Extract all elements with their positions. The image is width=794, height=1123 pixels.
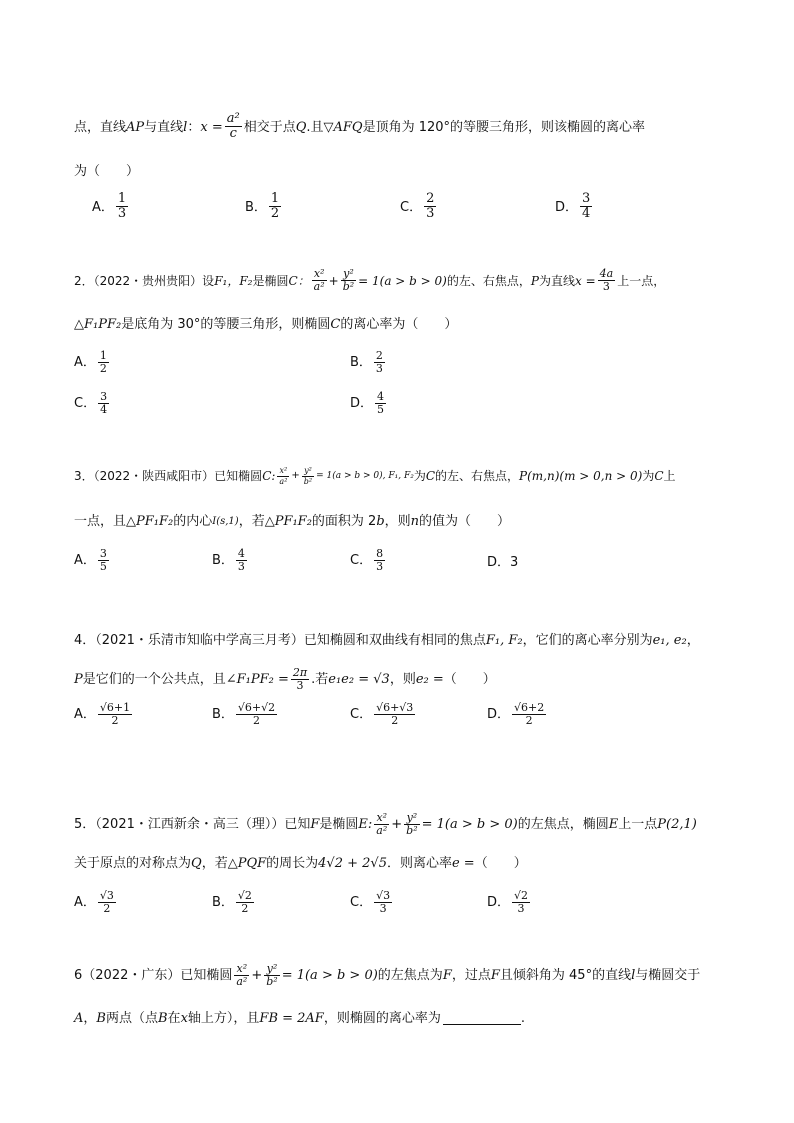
q2-math: F₁，F₂ bbox=[214, 273, 253, 288]
q5-text: 是椭圆 bbox=[319, 817, 359, 833]
fraction-denominator: b² bbox=[342, 280, 355, 294]
q3-math: P(m,n)(m > 0,n > 0) bbox=[519, 469, 643, 484]
option-label: B． bbox=[212, 553, 234, 569]
q3-text: 的内心 bbox=[173, 514, 213, 529]
fraction-denominator: 5 bbox=[99, 560, 107, 574]
q2-fraction-4a3 bbox=[598, 268, 616, 294]
fraction-numerator: √6+2 bbox=[514, 701, 545, 714]
option-label: D． bbox=[487, 555, 511, 570]
fraction-denominator: a² bbox=[313, 280, 325, 294]
q4-text: 是它们的一个公共点，且 bbox=[82, 672, 226, 688]
q3-text: 一点，且 bbox=[74, 514, 127, 529]
q1-text: ： bbox=[187, 119, 201, 135]
option-label: A． bbox=[74, 707, 96, 723]
q4-math: F₁, F₂ bbox=[485, 633, 523, 648]
q3-line-2 bbox=[74, 515, 510, 528]
q3-option-d bbox=[487, 556, 518, 569]
q6-math-vectors: FB = 2AF bbox=[259, 1011, 324, 1026]
option-label: B． bbox=[212, 895, 234, 911]
q3-option-b bbox=[212, 548, 249, 574]
q6-text: 且倾斜角为 45°的直线 bbox=[499, 968, 632, 984]
q3-math: △PF₁F₂ bbox=[126, 514, 174, 529]
q3-line-1: 3．（2022・陕西咸阳市）已知椭圆 C: $\frac{\text{x²}}{\text{a²}}$ + $\frac{\text{y²}}{\text{b²}}$ = 1(a > b > 0), F₁, F₂ 为 C 的左、右焦点， P(m,n)(m > 0,n > 0) 为 C 上 bbox=[74, 466, 676, 486]
option-fraction bbox=[98, 391, 109, 417]
q6-math: F bbox=[442, 968, 452, 984]
option-fraction bbox=[375, 391, 386, 417]
q1-text: 是顶角为 120°的等腰三角形，则该椭圆的离心率 bbox=[362, 119, 646, 135]
fraction-denominator: 4 bbox=[582, 206, 591, 222]
q3-math: n bbox=[410, 514, 420, 529]
fraction-numerator: 2 bbox=[426, 191, 435, 206]
q2-math: = 1(a > b > 0) bbox=[358, 273, 447, 288]
option-label: D． bbox=[487, 707, 511, 723]
q3-fraction-x bbox=[277, 467, 289, 486]
q3-text: ，则 bbox=[384, 514, 411, 529]
q6-line-2 bbox=[74, 1012, 525, 1025]
fraction-denominator: 2 bbox=[103, 902, 111, 916]
fraction-denominator: 2 bbox=[111, 714, 119, 728]
option-fraction bbox=[374, 350, 385, 376]
fraction-numerator: √6+√3 bbox=[376, 701, 414, 714]
q1-math-ap: AP bbox=[126, 119, 145, 135]
fraction-numerator: a² bbox=[226, 111, 240, 126]
q6-text: ，过点 bbox=[451, 968, 491, 984]
q6-text: 的左焦点为 bbox=[377, 968, 443, 984]
option-fraction bbox=[580, 192, 592, 222]
option-label: A． bbox=[74, 553, 96, 569]
q2-text: 的离心率为（ ） bbox=[340, 317, 458, 332]
fraction-numerator: 3 bbox=[100, 390, 108, 403]
q6-math: F bbox=[490, 968, 500, 984]
q2-text: 为直线 bbox=[538, 273, 575, 288]
option-label: C． bbox=[350, 553, 373, 569]
fraction-numerator: x² bbox=[376, 811, 388, 824]
q6-text: 在 bbox=[167, 1011, 181, 1026]
q2-option-b bbox=[350, 350, 387, 376]
q1-text: 与直线 bbox=[144, 119, 184, 135]
q3-fraction-y bbox=[302, 467, 314, 486]
fraction-numerator: 1 bbox=[117, 191, 127, 206]
fraction-denominator: 2 bbox=[99, 362, 107, 376]
fraction-denominator: 3 bbox=[376, 560, 384, 574]
fraction-numerator: √6+1 bbox=[99, 701, 131, 714]
fraction-denominator: 4 bbox=[100, 403, 108, 417]
q6-text: 6（2022・广东）已知椭圆 bbox=[74, 968, 233, 984]
q1-text: 为（ ） bbox=[74, 164, 140, 179]
q3-math: b bbox=[376, 514, 385, 529]
fraction-denominator: 3 bbox=[379, 902, 387, 916]
fraction-numerator: x² bbox=[236, 962, 248, 975]
q4-text: .若 bbox=[311, 672, 329, 688]
q2-line-2 bbox=[74, 318, 457, 331]
fraction-denominator: 3 bbox=[602, 280, 610, 294]
q5-option-b bbox=[212, 890, 256, 916]
fraction-numerator: 3 bbox=[99, 547, 107, 560]
fraction-denominator: b² bbox=[266, 975, 278, 989]
q6-fraction-y bbox=[264, 963, 279, 989]
q3-math: △PF₁F₂ bbox=[264, 514, 312, 529]
q6-text: ，则椭圆的离心率为 bbox=[323, 1011, 441, 1026]
fraction-numerator: √6+√2 bbox=[237, 701, 276, 714]
fraction-numerator: y² bbox=[266, 962, 278, 975]
fraction-numerator: 8 bbox=[376, 547, 384, 560]
fraction-denominator: c bbox=[229, 126, 237, 142]
q6-text: . bbox=[520, 1011, 525, 1026]
q3-math: C bbox=[425, 469, 436, 484]
q4-math: e₂ = bbox=[415, 672, 444, 688]
q1-fraction bbox=[225, 112, 242, 142]
q5-text: 上一点 bbox=[618, 817, 658, 833]
option-fraction bbox=[98, 350, 109, 376]
q3-math: = 1(a > b > 0), F₁, F₂ bbox=[316, 470, 414, 481]
fraction-numerator: x² bbox=[279, 466, 288, 475]
q3-text: 的值为（ ） bbox=[419, 514, 511, 529]
q6-line-1: 6（2022・广东）已知椭圆 $\frac{\text{x²}}{\text{a²}}$ + $\frac{\text{y²}}{\text{b²}}$ = 1(a > b > 0) 的左焦点为 F ，过点 F 且倾斜角为 45°的直线 l 与椭圆交于 bbox=[74, 962, 701, 989]
q2-text: 是底角为 30°的等腰三角形，则椭圆 bbox=[121, 317, 331, 332]
option-label: D． bbox=[350, 396, 374, 412]
option-label: D． bbox=[487, 895, 511, 911]
q5-math: 4√2 + 2√5 bbox=[318, 856, 387, 871]
q6-math: l bbox=[631, 968, 636, 984]
q3-text: 为 bbox=[413, 469, 426, 484]
option-fraction bbox=[98, 548, 109, 574]
q4-line-2 bbox=[74, 667, 496, 693]
option-fraction bbox=[98, 702, 132, 728]
q5-text: 关于原点的对称点为 bbox=[74, 856, 192, 871]
q3-text: 的左、右焦点， bbox=[435, 469, 520, 484]
q2-math: △F₁PF₂ bbox=[74, 317, 122, 332]
q5-math: E bbox=[608, 817, 619, 833]
q1-text: .且 bbox=[306, 119, 324, 135]
option-fraction bbox=[236, 702, 277, 728]
q5-line-2 bbox=[74, 857, 527, 870]
q5-option-a bbox=[74, 890, 118, 916]
q6-fraction-x bbox=[234, 963, 249, 989]
q6-text: ， bbox=[83, 1011, 97, 1026]
q4-math: e₁e₂ = √3 bbox=[328, 672, 390, 688]
q1-math-x: x = bbox=[200, 119, 223, 135]
fraction-denominator: a² bbox=[279, 476, 288, 486]
q3-text: ，若 bbox=[238, 514, 265, 529]
q4-text: ， bbox=[686, 633, 700, 648]
q3-math: C bbox=[654, 469, 664, 484]
option-fraction bbox=[236, 548, 247, 574]
fraction-denominator: 2 bbox=[253, 714, 261, 728]
q5-math: Q bbox=[191, 856, 202, 871]
option-fraction bbox=[512, 890, 530, 916]
q6-math: B bbox=[157, 1011, 168, 1026]
q5-math: e = bbox=[451, 856, 475, 871]
q3-text: 上 bbox=[663, 469, 676, 484]
q1-math-triangle: ▽AFQ bbox=[323, 119, 363, 135]
q2-line-1: 2．（2022・贵州贵阳）设 F₁，F₂ 是椭圆 C： $\frac{\text{x²}}{\text{a²}}$ + $\frac{\text{y²}}{\text{b²}}$ = 1(a > b > 0) 的左、右焦点， P 为直线 x = $\frac{4a}{3}$ 上一点， bbox=[74, 267, 666, 294]
q4-text: （ ） bbox=[443, 672, 496, 688]
q4-text: ，则 bbox=[389, 672, 416, 688]
option-label: B． bbox=[350, 355, 372, 371]
q5-text: ．则离心率 bbox=[386, 856, 452, 871]
q4-option-a bbox=[74, 702, 134, 728]
q4-line-1 bbox=[74, 634, 700, 647]
q5-text: 的周长为 bbox=[266, 856, 319, 871]
q6-text: 与椭圆交于 bbox=[635, 968, 701, 984]
q4-option-b bbox=[212, 702, 279, 728]
option-fraction bbox=[512, 702, 546, 728]
fraction-denominator: 2 bbox=[525, 714, 533, 728]
fraction-numerator: x² bbox=[313, 267, 325, 280]
q5-fraction-y bbox=[404, 812, 419, 838]
q1-option-b bbox=[245, 192, 283, 222]
option-label: D． bbox=[555, 199, 579, 215]
q2-fraction-y bbox=[341, 268, 356, 294]
fraction-numerator: √3 bbox=[376, 889, 391, 902]
fraction-numerator: y² bbox=[343, 267, 354, 280]
fraction-numerator: 2π bbox=[292, 666, 308, 679]
q4-option-d bbox=[487, 702, 548, 728]
option-label: A． bbox=[74, 355, 96, 371]
q3-text: 的面积为 2 bbox=[311, 514, 377, 529]
q1-text: 相交于点 bbox=[243, 119, 296, 135]
q5-text: 5．（2021・江西新余・高三（理））已知 bbox=[74, 817, 311, 833]
q5-option-d bbox=[487, 890, 532, 916]
q3-option-c bbox=[350, 548, 387, 574]
q6-math: A bbox=[74, 1011, 84, 1026]
option-fraction bbox=[374, 890, 392, 916]
q4-fraction-angle bbox=[291, 667, 309, 693]
fraction-denominator: 2 bbox=[270, 206, 280, 222]
q5-text: ，若 bbox=[201, 856, 228, 871]
q6-math: = 1(a > b > 0) bbox=[281, 968, 378, 984]
fraction-denominator: a² bbox=[376, 824, 388, 838]
q2-text: 2．（2022・贵州贵阳）设 bbox=[74, 273, 215, 288]
fraction-denominator: 2 bbox=[391, 714, 399, 728]
fraction-denominator: 3 bbox=[426, 206, 435, 222]
q2-option-a bbox=[74, 350, 111, 376]
q1-line-2 bbox=[74, 165, 139, 178]
q3-math: I(s,1) bbox=[212, 515, 239, 527]
q4-math: e₁, e₂ bbox=[652, 633, 687, 648]
q1-option-a bbox=[92, 192, 130, 222]
option-label: B． bbox=[212, 707, 234, 723]
q6-math: x bbox=[180, 1011, 188, 1026]
fraction-numerator: 3 bbox=[582, 191, 591, 206]
q4-text: ，它们的离心率分别为 bbox=[522, 633, 653, 648]
q2-math: C bbox=[330, 317, 341, 332]
option-label: C． bbox=[74, 396, 97, 412]
fraction-denominator: 3 bbox=[296, 679, 304, 693]
q5-line-1: 5．（2021・江西新余・高三（理））已知 F 是椭圆 E: $\frac{\text{x²}}{\text{a²}}$ + $\frac{\text{y²}}{\text{b²}}$ = 1(a > b > 0) 的左焦点，椭圆 E 上一点 P(2,1) bbox=[74, 811, 697, 838]
q1-math-l: l bbox=[183, 119, 188, 135]
q5-math: P(2,1) bbox=[657, 817, 697, 833]
fraction-numerator: y² bbox=[304, 466, 312, 475]
q3-text: 为 bbox=[642, 469, 655, 484]
option-fraction bbox=[374, 548, 385, 574]
q5-math: E: bbox=[358, 817, 373, 833]
fraction-denominator: b² bbox=[303, 476, 313, 486]
q1-math-q: Q bbox=[295, 119, 307, 135]
option-label: A． bbox=[92, 199, 114, 215]
fraction-numerator: 1 bbox=[270, 191, 280, 206]
fraction-numerator: y² bbox=[406, 811, 418, 824]
fraction-numerator: 4 bbox=[237, 547, 245, 560]
q6-text: 两点（点 bbox=[105, 1011, 158, 1026]
fraction-denominator: 3 bbox=[375, 362, 383, 376]
fraction-denominator: 3 bbox=[117, 206, 127, 222]
option-label: C． bbox=[350, 707, 373, 723]
fraction-denominator: 3 bbox=[237, 560, 245, 574]
q6-math: B bbox=[96, 1011, 106, 1026]
q5-math: △PQF bbox=[227, 856, 267, 871]
fraction-numerator: 1 bbox=[99, 349, 107, 362]
q3-math: C: bbox=[262, 469, 276, 484]
fraction-numerator: 2 bbox=[375, 349, 383, 362]
q2-fraction-x bbox=[312, 268, 327, 294]
q1-text: 点，直线 bbox=[74, 119, 127, 135]
fraction-denominator: b² bbox=[406, 824, 418, 838]
q2-option-c bbox=[74, 391, 111, 417]
q4-option-c bbox=[350, 702, 417, 728]
option-value: 3 bbox=[510, 555, 519, 570]
q5-fraction-x bbox=[374, 812, 389, 838]
q6-text: 轴上方），且 bbox=[187, 1011, 260, 1026]
q5-text: 的左焦点，椭圆 bbox=[517, 817, 609, 833]
q5-option-c bbox=[350, 890, 394, 916]
q5-text: （ ） bbox=[474, 856, 527, 871]
q2-math: P bbox=[530, 273, 539, 288]
q1-line-1 bbox=[74, 112, 645, 142]
q4-text: 4．（2021・乐清市知临中学高三月考）已知椭圆和双曲线有相同的焦点 bbox=[74, 633, 486, 648]
fraction-numerator: √3 bbox=[99, 889, 114, 902]
option-fraction bbox=[374, 702, 415, 728]
q3-text: 3．（2022・陕西咸阳市）已知椭圆 bbox=[74, 469, 263, 484]
q4-math: ∠F₁PF₂ = bbox=[225, 672, 289, 688]
fraction-denominator: 2 bbox=[241, 902, 249, 916]
q2-math: C： bbox=[288, 273, 310, 288]
q2-option-d bbox=[350, 391, 388, 417]
fraction-numerator: 4a bbox=[599, 267, 614, 280]
fraction-numerator: 4 bbox=[377, 390, 385, 403]
option-label: A． bbox=[74, 895, 96, 911]
fraction-denominator: a² bbox=[236, 975, 248, 989]
q3-option-a bbox=[74, 548, 111, 574]
q4-math: P bbox=[74, 672, 83, 688]
fraction-denominator: 3 bbox=[517, 902, 525, 916]
option-fraction bbox=[424, 192, 436, 222]
q1-option-d bbox=[555, 192, 594, 222]
option-label: B． bbox=[245, 199, 267, 215]
option-fraction bbox=[98, 890, 116, 916]
option-label: C． bbox=[350, 895, 373, 911]
fraction-denominator: 5 bbox=[377, 403, 385, 417]
q5-math: F bbox=[310, 817, 320, 833]
q1-option-c bbox=[400, 192, 438, 222]
q5-math: = 1(a > b > 0) bbox=[421, 817, 518, 833]
fraction-numerator: √2 bbox=[514, 889, 529, 902]
q2-text: 的左、右焦点， bbox=[446, 273, 531, 288]
option-fraction bbox=[269, 192, 281, 222]
option-fraction bbox=[116, 192, 128, 222]
fraction-numerator: √2 bbox=[237, 889, 252, 902]
option-fraction bbox=[236, 890, 254, 916]
q2-text: 上一点， bbox=[617, 273, 666, 288]
q2-text: 是椭圆 bbox=[252, 273, 289, 288]
option-label: C． bbox=[400, 199, 423, 215]
answer-blank[interactable] bbox=[443, 1012, 521, 1025]
q2-math: x = bbox=[574, 273, 596, 288]
